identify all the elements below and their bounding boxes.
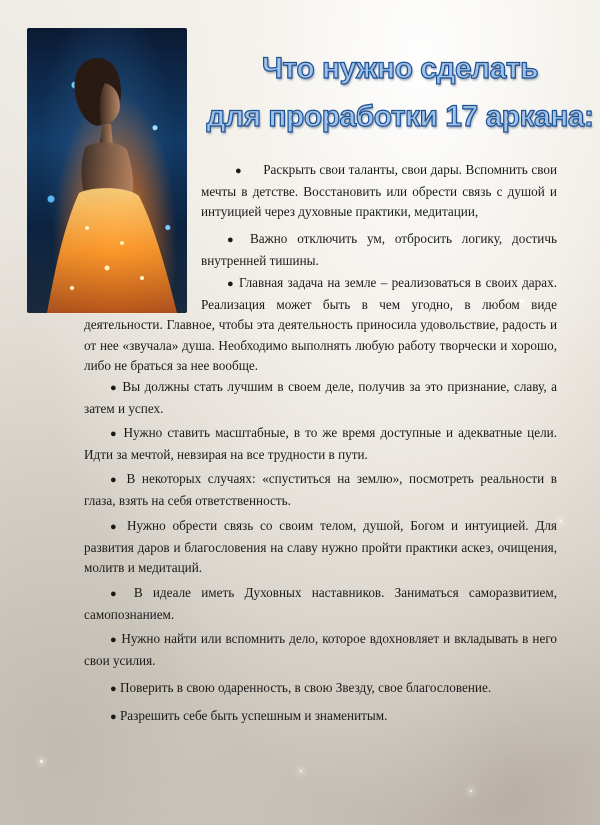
list-item-text: Разрешить себе быть успешным и знаменитым. <box>119 708 388 723</box>
list-item-text: В некоторых случаях: «спуститься на землю», посмотреть реальности в глаза, взять на себя ответственность. <box>84 471 558 508</box>
list-item <box>84 678 557 700</box>
sparkle-decoration <box>300 770 302 772</box>
list-item <box>84 706 557 728</box>
list-item <box>84 423 557 465</box>
list-item <box>84 629 557 671</box>
list-item-text: Вы должны стать лучшим в своем деле, получив за это признание, славу, а затем и успех. <box>84 379 558 416</box>
list-item-text: В идеале иметь Духовных наставников. Заниматься саморазвитием, самопознанием. <box>84 585 557 622</box>
list-item-text: Нужно ставить масштабные, в то же время доступные и адекватные цели. Идти за мечтой, невзирая на все трудности в пути. <box>84 425 558 462</box>
list-item-text: Нужно обрести связь со своим телом, душой, Богом и интуицией. Для развития даров и благословения на славу нужно пройти практики аскез, очищения, молитв и медитаций. <box>84 518 557 575</box>
text-wrap-spacer <box>84 273 201 314</box>
list-item <box>84 273 557 377</box>
sparkle-decoration <box>560 520 562 522</box>
bullet-icon: ● <box>235 165 242 177</box>
bullet-icon: ● <box>110 683 117 695</box>
sparkle-decoration <box>470 790 472 792</box>
bullet-icon: ● <box>227 278 235 290</box>
woman-silhouette-icon <box>27 28 187 313</box>
list-item-text: Главная задача на земле – реализоваться в своих дарах. Реализация может быть в чем угодно, в любом виде деятельности. Главное, чтобы эта деятельность приносила удовольствие, радость и от нее «звучала» душа. Необходимо выполнять любую работу творчески и хорошо, либо не браться за нее вообще. <box>84 275 557 373</box>
sparkle-decoration <box>40 760 43 763</box>
woman-photo <box>27 28 187 313</box>
list-item <box>84 377 557 419</box>
list-item <box>201 160 557 223</box>
title-line-2: для проработки 17 аркана: <box>206 100 594 133</box>
list-item <box>201 229 557 271</box>
list-item <box>84 469 557 511</box>
bullet-icon: ● <box>110 711 117 723</box>
page-title <box>200 45 600 141</box>
bullet-icon: ● <box>110 634 118 646</box>
bullet-icon: ● <box>110 588 124 600</box>
bullet-icon: ● <box>110 382 118 394</box>
title-line-1: Что нужно сделать <box>261 52 539 85</box>
list-item-text: Раскрыть свои таланты, свои дары. Вспомнить свои мечты в детстве. Восстановить или обрести связь с душой и интуицией через духовные практики, медитации, <box>201 162 557 219</box>
bullet-icon: ● <box>110 428 119 440</box>
bullet-icon: ● <box>110 474 120 486</box>
list-item <box>84 516 557 579</box>
list-item-text: Поверить в свою одаренность, в свою Звезду, свое благословение. <box>119 680 492 695</box>
list-item-text: Нужно найти или вспомнить дело, которое вдохновляет и вкладывать в него свои усилия. <box>84 631 557 668</box>
list-item <box>84 583 557 625</box>
list-item-text: Важно отключить ум, отбросить логику, достичь внутренней тишины. <box>201 231 557 268</box>
bullet-icon: ● <box>227 234 241 246</box>
bullet-icon: ● <box>110 521 121 533</box>
